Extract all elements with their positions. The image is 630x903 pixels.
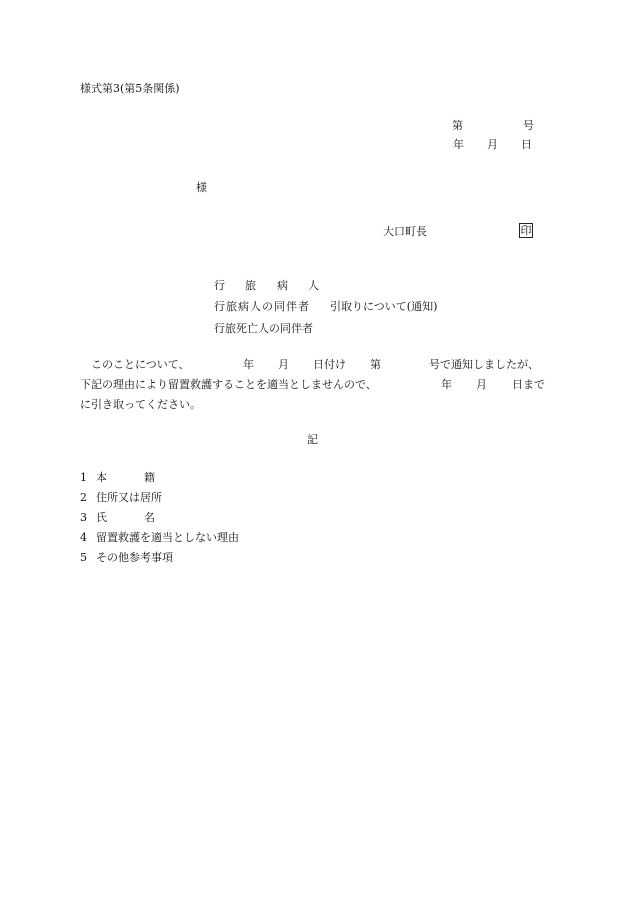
item-2-number: 2: [80, 491, 87, 504]
item-3-label-a: 氏: [96, 511, 107, 524]
body-line-1-tsuki: 月: [278, 358, 289, 371]
body-line-1-tail: 号で通知しましたが、: [429, 358, 539, 371]
item-3-number: 3: [80, 511, 87, 524]
item-4-label: 留置救護を適当としない理由: [96, 531, 239, 544]
addressee-suffix: 様: [196, 181, 207, 194]
ki-heading: 記: [307, 433, 318, 446]
body-line-1a: このことについて、: [91, 358, 190, 371]
item-1-label-a: 本: [96, 471, 107, 484]
body-line-3: に引き取ってください。: [80, 398, 201, 411]
body-line-2-head: 下記の理由により留置救護することを適当としませんので、: [80, 378, 377, 391]
body-line-2-tsuki: 月: [476, 378, 487, 391]
number-dai: 第: [452, 119, 463, 132]
subject-char-4: 人: [308, 279, 319, 292]
sender-name: 大口町長: [383, 225, 427, 238]
item-1-number: 1: [80, 471, 87, 484]
subject-line-3: 行旅死亡人の同伴者: [214, 322, 313, 335]
body-line-1-dai: 第: [370, 358, 381, 371]
body-line-2-tail: 日まで: [512, 378, 545, 391]
subject-char-3: 病: [277, 279, 288, 292]
item-3-label-b: 名: [144, 511, 155, 524]
date-hi: 日: [521, 138, 532, 151]
item-4-number: 4: [80, 531, 87, 544]
subject-char-2: 旅: [245, 279, 256, 292]
subject-suffix: 引取りについて(通知): [330, 300, 438, 313]
body-line-2-nen: 年: [441, 378, 452, 391]
body-line-1-hizuke: 日付け: [313, 358, 346, 371]
item-5-label: その他参考事項: [96, 551, 173, 564]
item-5-number: 5: [80, 551, 87, 564]
date-tsuki: 月: [487, 138, 498, 151]
date-nen: 年: [453, 138, 464, 151]
subject-line-2: 行旅病人の同伴者: [214, 300, 310, 313]
subject-char-1: 行: [214, 279, 225, 292]
item-1-label-b: 籍: [144, 471, 155, 484]
seal-stamp: 印: [520, 224, 532, 237]
number-go: 号: [523, 119, 534, 132]
item-2-label: 住所又は居所: [96, 491, 162, 504]
form-label: 様式第3(第5条関係): [80, 82, 180, 95]
body-line-1-nen: 年: [243, 358, 254, 371]
